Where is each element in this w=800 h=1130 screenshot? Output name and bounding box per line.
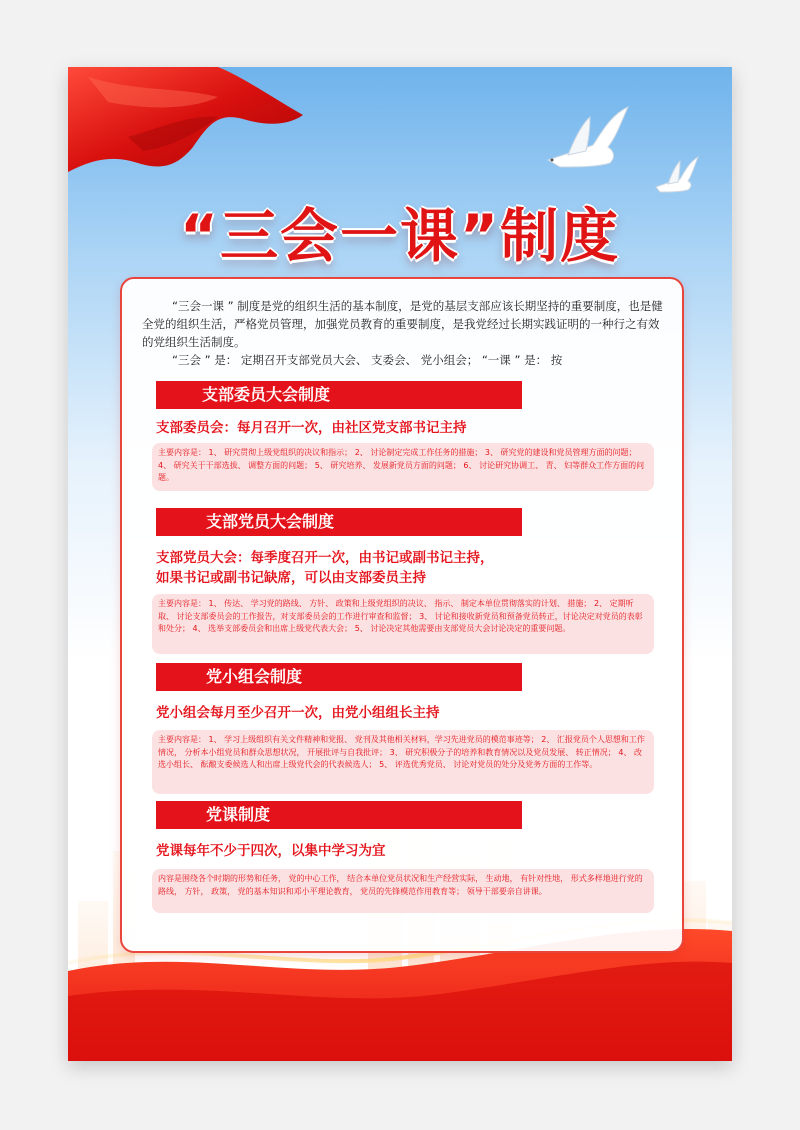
section-detail: 内容是围绕各个时期的形势和任务， 党的中心工作， 结合本单位党员状况和生产经营实际， 生动地， 有针对性地， 形式多样地进行党的路线， 方针， 政策， 党的基本知识和邓小平理论教育， 党员的先锋模范作用教育等； 领导干部要亲自讲课。 (152, 869, 654, 913)
section-heading: 党课制度 (156, 801, 522, 829)
section-subtitle: 党小组会每月至少召开一次，由党小组组长主持 (156, 705, 440, 721)
dove-icon (538, 105, 633, 175)
section-subtitle: 支部委员会：每月召开一次，由社区党支部书记主持 (156, 420, 467, 436)
intro-paragraph: “三会 ” 是： 定期召开支部党员大会、 支委会、 党小组会； “一课 ” 是： 按 (172, 353, 563, 367)
intro-paragraph: “三会一课 ” 制度是党的组织生活的基本制度，是党的基层支部应该长期坚持的重要制度，也是健全党的组织生活，严格党员管理，加强党员教育的重要制度，是我党经过长期实践证明的一种行之有效的党组织生活制度。 (142, 299, 663, 349)
content-card (120, 277, 684, 953)
section-detail: 主要内容是： 1、 学习上级组织有关文件精神和党报、 党刊及其他相关材料，学习先进党员的模范事迹等； 2、 汇报党员个人思想和工作情况， 分析本小组党员和群众思想状况， 开展批评与自我批评； 3、 研究积极分子的培养和教育情况以及党员发展、 转正情况； 4、 改选小组长、 酝酿支委候选人和出席上级党代会的代表候选人； 5、 评选优秀党员、 讨论对党员的处分及党务方面的工作等。 (152, 730, 654, 794)
poster (68, 67, 732, 1061)
section-subtitle: 党课每年不少于四次，以集中学习为宜 (156, 843, 386, 859)
section-subtitle-line: 如果书记或副书记缺席，可以由支部委员主持 (156, 570, 426, 586)
section-heading: 支部委员大会制度 (156, 381, 522, 409)
section-detail: 主要内容是： 1、 研究贯彻上级党组织的决议和指示； 2、 讨论制定完成工作任务的措施； 3、 研究党的建设和党员管理方面的问题； 4、 研究关于干部选拔、 调整方面的问题； 5、 研究培养、 发展新党员方面的问题； 6、 讨论研究协调工、 青、 妇等群众工作方面的问题。 (152, 443, 654, 491)
section-subtitle-line: 支部党员大会：每季度召开一次，由书记或副书记主持， (156, 550, 494, 566)
section-heading: 支部党员大会制度 (156, 508, 522, 536)
page-title: “三会一课”制度 (179, 202, 621, 270)
red-flag-icon (68, 67, 328, 187)
section-subtitle (156, 548, 656, 588)
section-detail: 主要内容是： 1、 传达、 学习党的路线、 方针、 政策和上级党组织的决议、 指示、 制定本单位贯彻落实的计划、 措施； 2、 定期听取、 讨论支部委员会的工作报告，对支部委员会的工作进行审查和监督； 3、 讨论和接收新党员和预备党员转正，讨论决定对党员的表彰和处分； 4、 选举支部委员会和出席上级党代表大会； 5、 讨论决定其他需要由支部党员大会讨论决定的重要问题。 (152, 594, 654, 654)
section-heading: 党小组会制度 (156, 663, 522, 691)
intro-text (142, 297, 668, 369)
